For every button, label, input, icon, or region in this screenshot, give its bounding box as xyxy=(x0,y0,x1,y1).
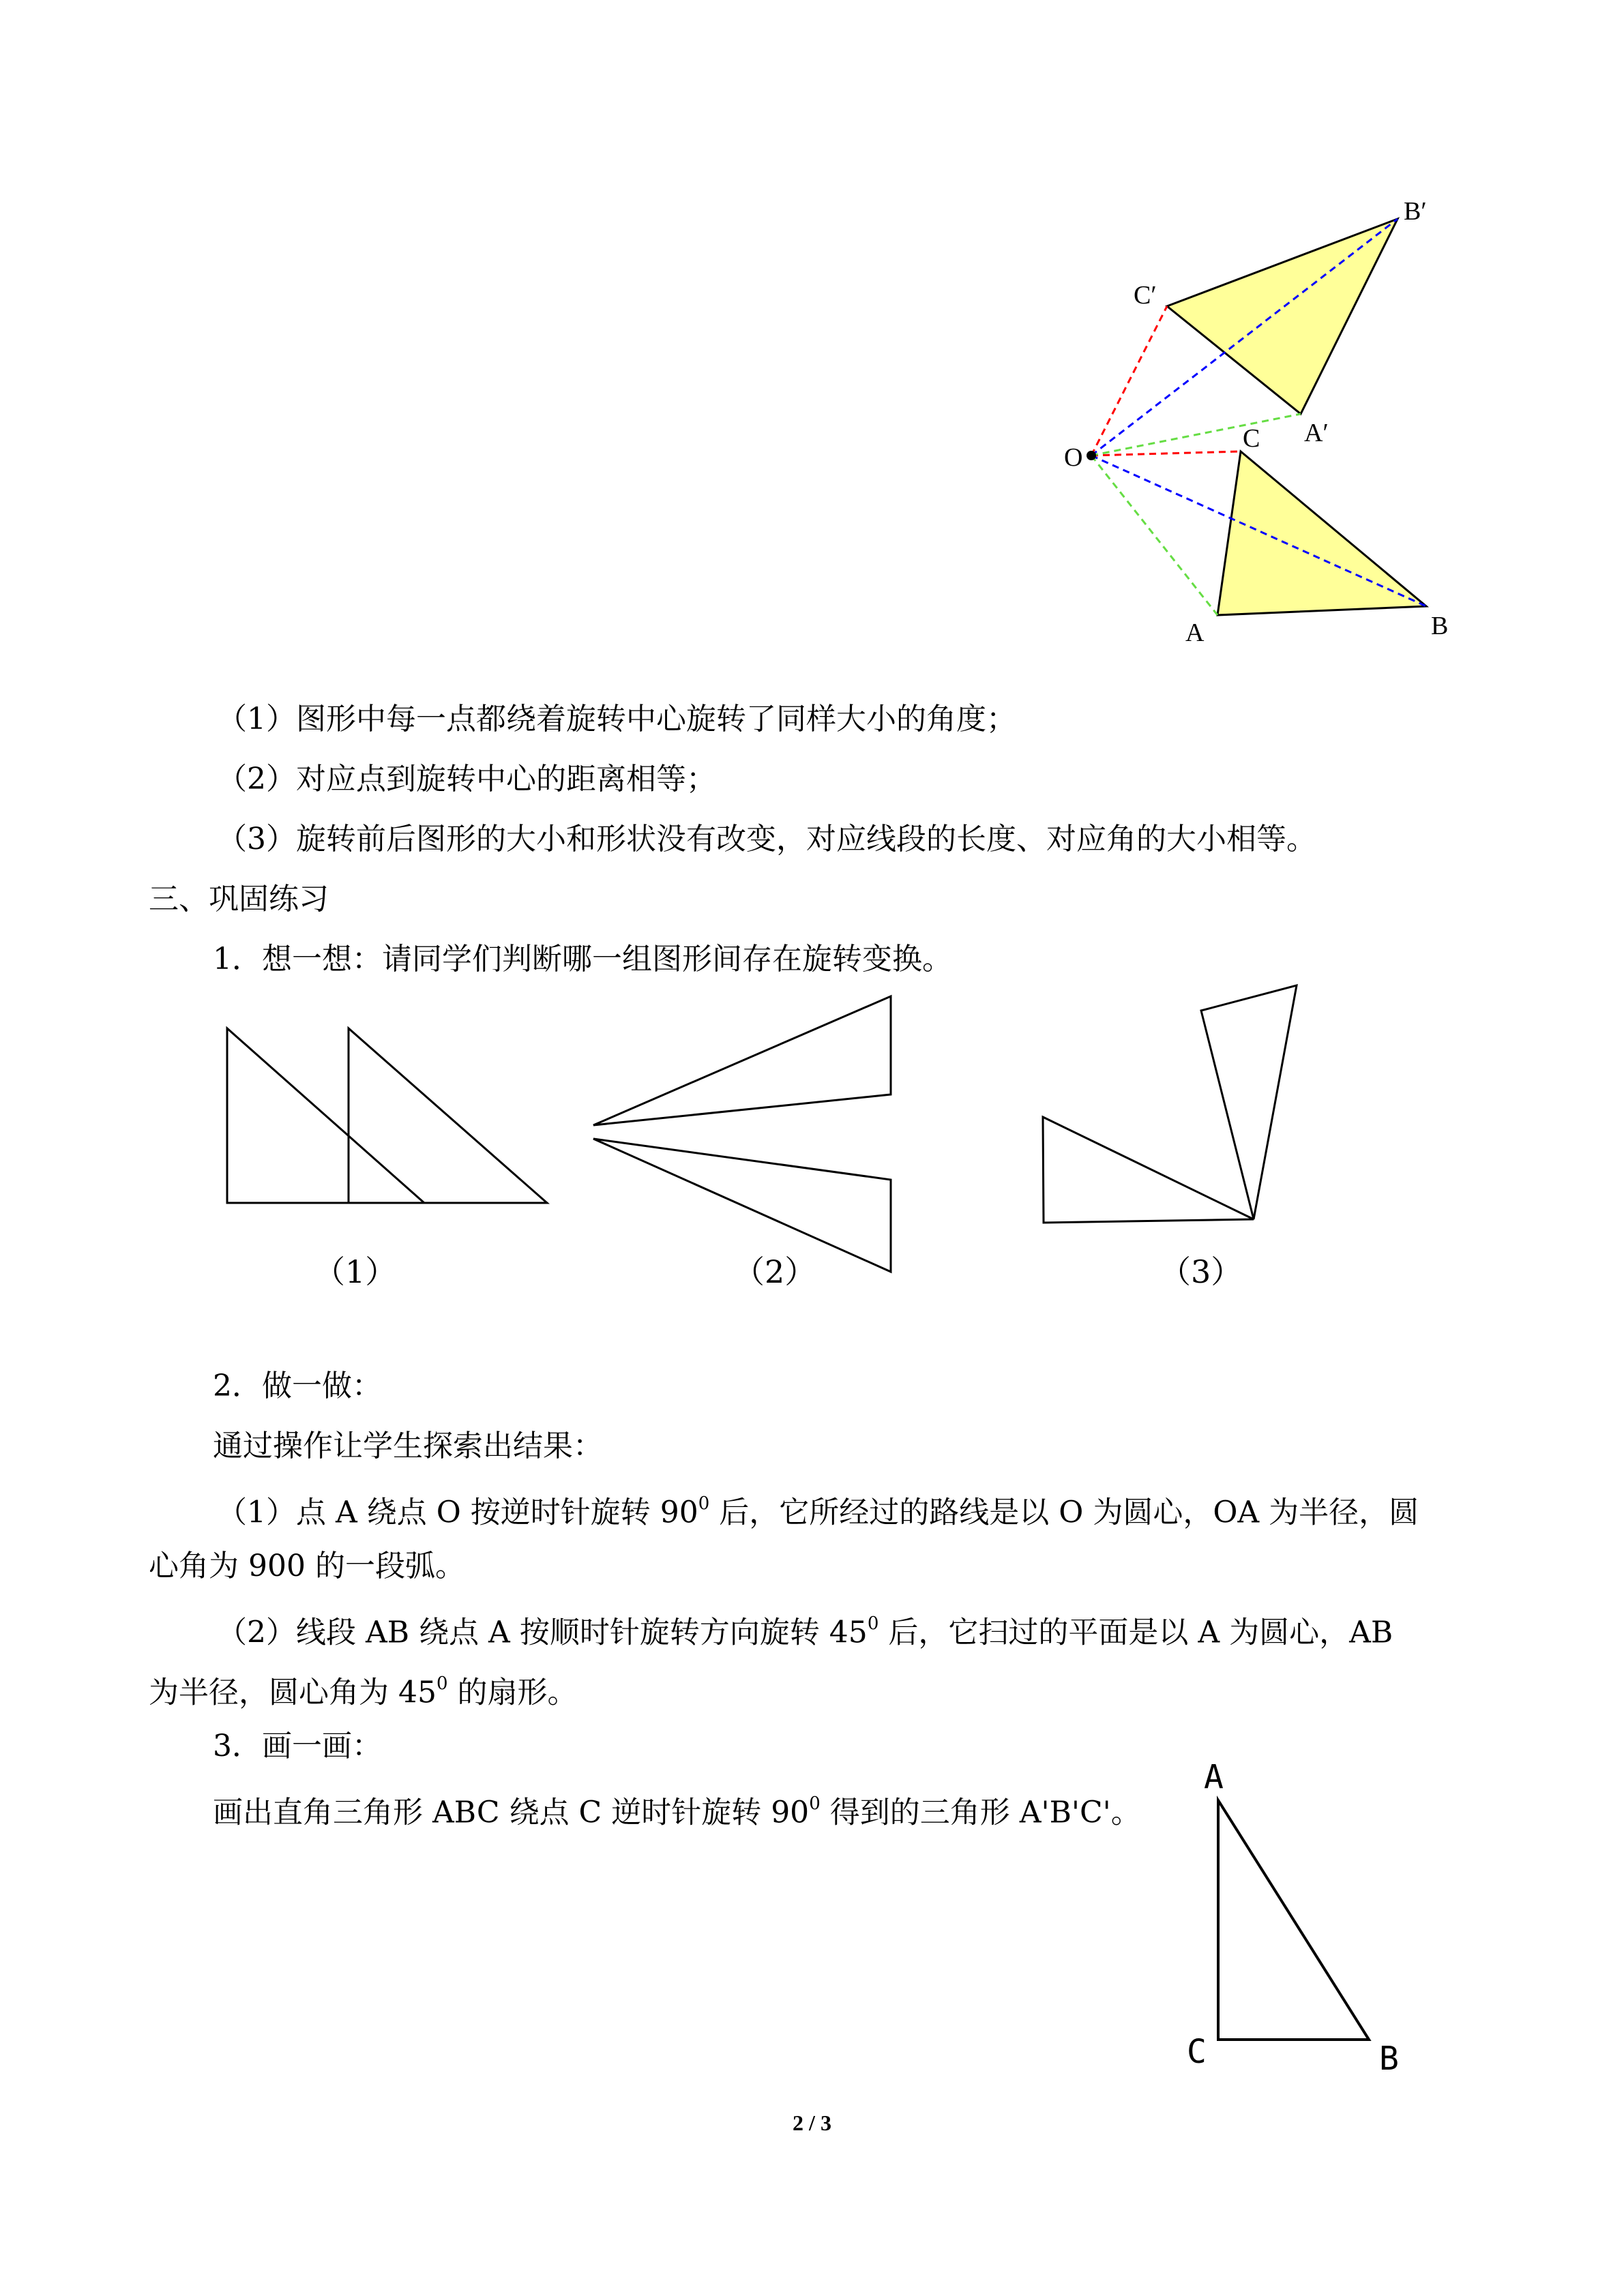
label-a: A xyxy=(1185,618,1205,647)
center-point-o xyxy=(1087,451,1096,460)
rotated-triangle xyxy=(1167,219,1398,414)
exercise2-item2-part1: （2）线段 AB 绕点 A 按顺时针旋转方向旋转 45 xyxy=(217,1615,868,1650)
label-o: O xyxy=(1064,443,1083,472)
exercise2-item2-line1 xyxy=(217,1606,1393,1654)
green-dash-oa-prime xyxy=(1091,414,1301,456)
exercise3-text xyxy=(213,1786,1141,1834)
exercise3-sup: 0 xyxy=(809,1793,821,1814)
figure3-triangle-left xyxy=(1043,1117,1254,1223)
green-dash-oa xyxy=(1091,456,1217,615)
exercise2-item2-line2 xyxy=(149,1666,578,1714)
label-b-prime: B′ xyxy=(1404,198,1427,226)
label-c-prime: C′ xyxy=(1134,281,1157,310)
label-c: C xyxy=(1243,424,1260,453)
exercise2-item2-sup: 0 xyxy=(867,1613,879,1634)
exercise2-title: 2．做一做： xyxy=(213,1369,382,1403)
page-number: 2 / 3 xyxy=(793,2111,831,2135)
exercise2-item1-part1: （1）点 A 绕点 O 按逆时针旋转 90 xyxy=(217,1495,698,1530)
exercise1-text: 1．想一想：请同学们判断哪一组图形间存在旋转变换。 xyxy=(213,942,952,976)
label-a-prime: A′ xyxy=(1304,419,1329,447)
exercise2-item2-part2: 后，它扫过的平面是以 A 为圆心，AB xyxy=(879,1615,1393,1650)
figure2-caption: （2） xyxy=(733,1253,816,1290)
red-dash-oc xyxy=(1091,451,1241,456)
property-3: （3）旋转前后图形的大小和形状没有改变，对应线段的长度、对应角的大小相等。 xyxy=(217,822,1316,856)
exercise2-item1-line1 xyxy=(217,1486,1419,1534)
right-triangle-abc xyxy=(1173,1746,1432,2087)
exercise3-text-b: 得到的三角形 A'B'C'。 xyxy=(820,1795,1141,1830)
figure1-caption: （1） xyxy=(314,1253,397,1290)
original-triangle xyxy=(1217,451,1426,615)
figure1-triangle-left xyxy=(227,1028,424,1203)
triangle-abc xyxy=(1218,1800,1369,2040)
exercise2-item1-part2: 后，它所经过的路线是以 O 为圆心，OA 为半径，圆 xyxy=(709,1495,1419,1530)
figure3-caption: （3） xyxy=(1160,1253,1243,1290)
exercise2-intro: 通过操作让学生探索出结果： xyxy=(213,1429,603,1463)
figure2-triangle-top xyxy=(593,996,891,1125)
section-heading: 三、巩固练习 xyxy=(149,882,329,916)
exercise1-figures xyxy=(205,968,1323,1282)
property-1: （1）图形中每一点都绕着旋转中心旋转了同样大小的角度； xyxy=(217,702,1016,736)
rotation-diagram xyxy=(1050,198,1473,661)
exercise2-item2-line2sup: 0 xyxy=(436,1673,448,1694)
property-2: （2）对应点到旋转中心的距离相等； xyxy=(217,762,716,796)
triangle-label-a: A xyxy=(1204,1758,1224,1796)
exercise3-title: 3．画一画： xyxy=(213,1729,382,1763)
exercise2-item1-line2: 心角为 900 的一段弧。 xyxy=(149,1549,465,1583)
exercise2-item1-sup: 0 xyxy=(698,1493,710,1514)
label-b: B xyxy=(1431,612,1449,640)
red-dash-oc-prime xyxy=(1091,306,1167,456)
exercise3-text-a: 画出直角三角形 ABC 绕点 C 逆时针旋转 90 xyxy=(213,1795,810,1830)
exercise2-item2-line2b: 的扇形。 xyxy=(447,1675,578,1710)
triangle-label-c: C xyxy=(1187,2033,1207,2071)
triangle-label-b: B xyxy=(1379,2040,1399,2078)
figure3-triangle-right xyxy=(1201,985,1297,1219)
exercise2-item2-line2a: 为半径，圆心角为 45 xyxy=(149,1675,437,1710)
figure1-triangle-right xyxy=(349,1028,547,1203)
